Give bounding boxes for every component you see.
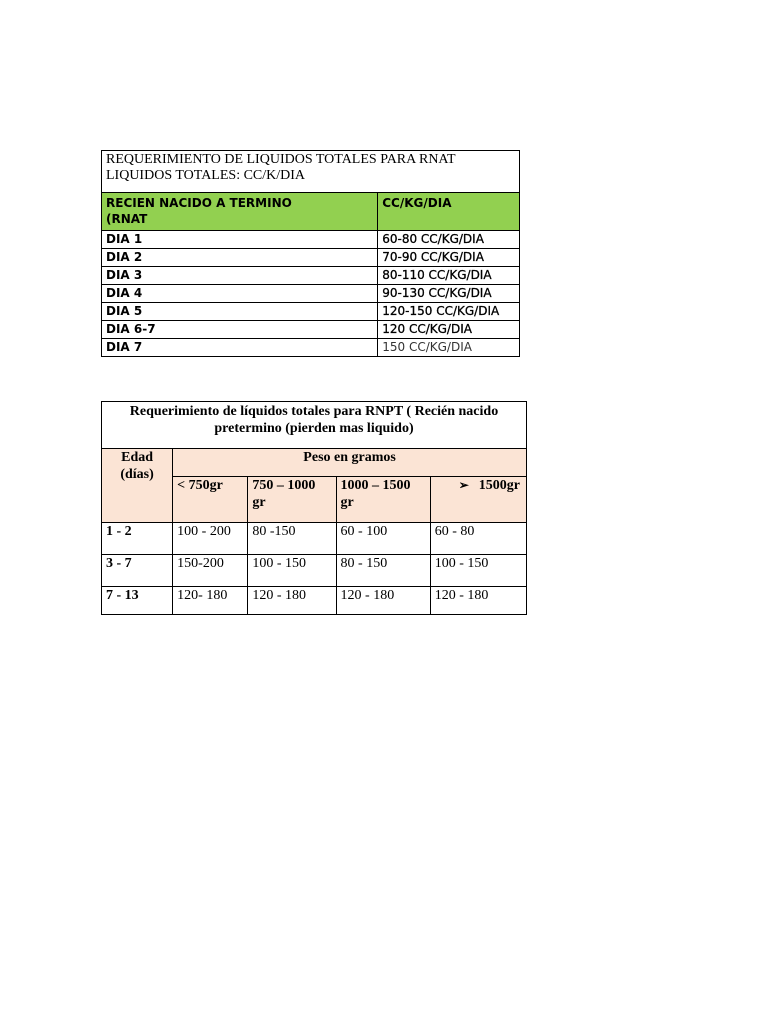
age-cell: 3 - 7: [102, 555, 173, 587]
value-cell: 60 - 80: [430, 523, 526, 555]
rnat-day-cell: DIA 5: [102, 303, 378, 321]
rnat-value-cell: 120-150 CC/KG/DIA: [378, 303, 520, 321]
weight-col-line1: < 750gr: [177, 478, 223, 493]
value-cell: 120 - 180: [248, 587, 336, 615]
age-cell: 1 - 2: [102, 523, 173, 555]
rnat-title-line2: LIQUIDOS TOTALES: CC/K/DIA: [106, 168, 306, 183]
rnat-day-cell: DIA 2: [102, 249, 378, 267]
rnat-header-col1-line1: RECIEN NACIDO A TERMINO: [106, 196, 292, 210]
rnat-day-cell: DIA 1: [102, 231, 378, 249]
value-cell: 80 -150: [248, 523, 336, 555]
table-row: [102, 249, 520, 267]
weight-col-header: [430, 477, 526, 523]
rnat-value-cell: 70-90 CC/KG/DIA: [378, 249, 520, 267]
rnat-day-cell: DIA 3: [102, 267, 378, 285]
value-cell: 120 - 180: [336, 587, 430, 615]
table-row: [102, 321, 520, 339]
rnpt-title-line2: pretermino (pierden mas liquido): [214, 421, 414, 436]
weight-col-line2: gr: [340, 495, 354, 510]
rnat-value-cell: 150 CC/KG/DIA: [378, 339, 520, 357]
value-cell: 150-200: [173, 555, 248, 587]
value-cell: 80 - 150: [336, 555, 430, 587]
value-cell: 100 - 150: [248, 555, 336, 587]
weight-col-header: [336, 477, 430, 523]
table-row: [102, 267, 520, 285]
rnpt-table: [101, 401, 527, 615]
edad-header-line1: Edad: [121, 450, 154, 465]
value-cell: 100 - 150: [430, 555, 526, 587]
arrow-right-icon: ➢: [458, 478, 469, 492]
rnat-header-col1: [102, 193, 378, 231]
weight-col-line1: 1500gr: [478, 478, 520, 493]
rnat-value-cell: 80-110 CC/KG/DIA: [378, 267, 520, 285]
rnat-value-cell: 60-80 CC/KG/DIA: [378, 231, 520, 249]
value-cell: 60 - 100: [336, 523, 430, 555]
rnat-value-cell: 90-130 CC/KG/DIA: [378, 285, 520, 303]
rnat-header-col1-line2: (RNAT: [106, 212, 148, 226]
table-row: [102, 587, 527, 615]
table-row: [102, 339, 520, 357]
rnat-header-col2: CC/KG/DIA: [378, 193, 520, 231]
rnat-table: [101, 150, 520, 357]
weight-col-header: [248, 477, 336, 523]
table-row: [102, 303, 520, 321]
rnpt-table-title: [102, 402, 527, 449]
rnat-day-cell: DIA 6-7: [102, 321, 378, 339]
table-row: [102, 285, 520, 303]
table-row: [102, 523, 527, 555]
rnpt-title-line1: Requerimiento de líquidos totales para RNPT ( Recién nacido: [129, 404, 499, 419]
age-cell: 7 - 13: [102, 587, 173, 615]
weight-col-line1: 750 – 1000 gr: [252, 478, 316, 510]
rnat-title-line1: REQUERIMIENTO DE LIQUIDOS TOTALES PARA RNAT: [106, 152, 456, 167]
rnat-table-title: [102, 151, 520, 193]
table-row: [102, 231, 520, 249]
edad-header: [102, 449, 173, 523]
value-cell: 100 - 200: [173, 523, 248, 555]
value-cell: 120 - 180: [430, 587, 526, 615]
rnat-value-cell: 120 CC/KG/DIA: [378, 321, 520, 339]
peso-header: Peso en gramos: [173, 449, 527, 477]
value-cell: 120- 180: [173, 587, 248, 615]
rnat-day-cell: DIA 7: [102, 339, 378, 357]
table-row: [102, 555, 527, 587]
weight-col-line1: 1000 – 1500: [340, 478, 411, 493]
edad-header-line2: (días): [120, 467, 154, 482]
weight-col-header: [173, 477, 248, 523]
rnat-day-cell: DIA 4: [102, 285, 378, 303]
